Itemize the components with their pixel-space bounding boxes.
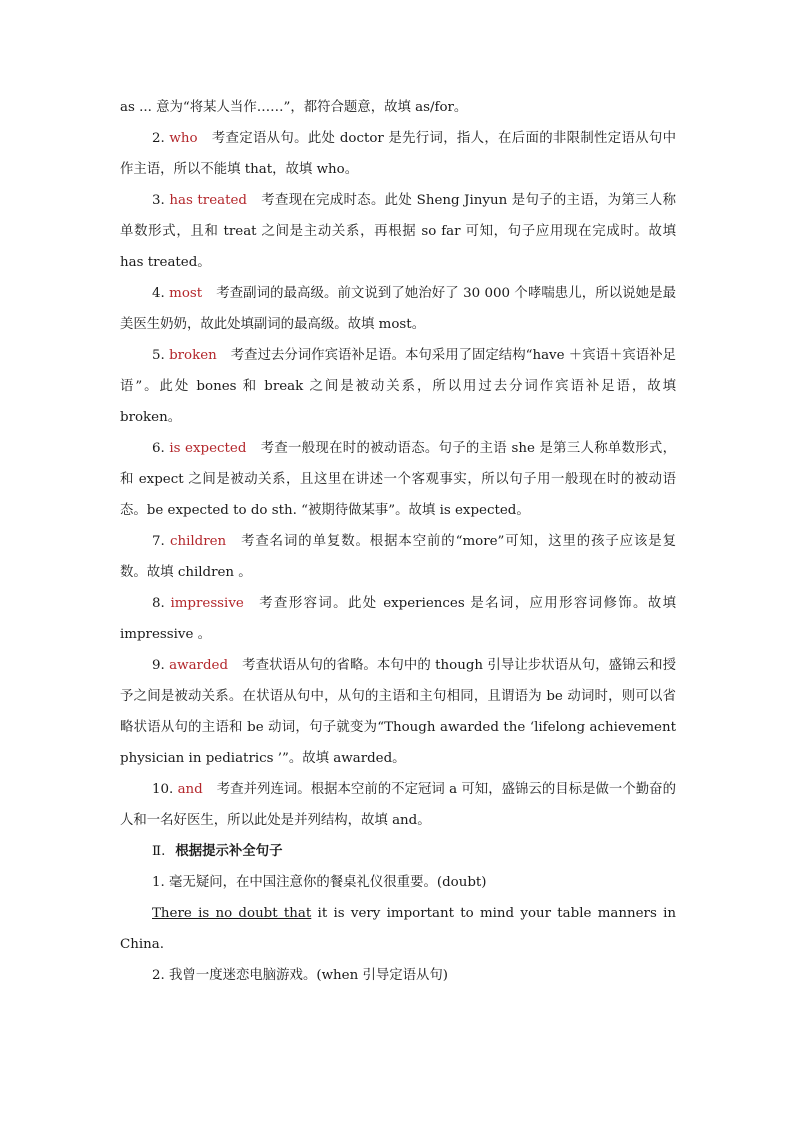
item-number: 8.: [152, 596, 165, 611]
explanation-text: 考查过去分词作宾语补足语。本句采用了固定结构“have ＋宾语＋宾语补足语”。此处 bones 和 break 之间是被动关系，所以用过去分词作宾语补足语，故填 broken。: [120, 348, 676, 425]
answer-underlined: There is no doubt that: [152, 906, 312, 921]
explanation-item: [120, 123, 676, 185]
explanation-text: 考查一般现在时的被动语态。句子的主语 she 是第三人称单数形式，和 expect 之间是被动关系，且这里在讲述一个客观事实，所以句子用一般现在时的被动语态。be expected to do sth. “被期待做某事”。故填 is expected。: [120, 441, 677, 518]
exercise-list: [120, 867, 676, 991]
explanation-text: 考查并列连词。根据本空前的不定冠词 a 可知，盛锦云的目标是做一个勤奋的人和一名好医生，所以此处是并列结构，故填 and。: [120, 782, 676, 828]
item-number: 2.: [152, 131, 165, 146]
exercise-number: 1.: [152, 875, 165, 890]
section-heading: [120, 836, 676, 867]
answer-explanations: [120, 123, 676, 836]
explanation-item: [120, 340, 676, 433]
answer-word: most: [169, 286, 203, 301]
item-number: 7.: [152, 534, 165, 549]
section-number: Ⅱ.: [152, 844, 166, 859]
answer-word: broken: [169, 348, 217, 363]
exercise-number: 2.: [152, 968, 165, 983]
exercise-prompt-text: 我曾一度迷恋电脑游戏。(when 引导定语从句): [169, 968, 449, 983]
explanation-text: 考查形容词。此处 experiences 是名词，应用形容词修饰。故填 impressive 。: [120, 596, 676, 642]
exercise-prompt: [120, 960, 676, 991]
explanation-text: 考查定语从句。此处 doctor 是先行词，指人，在后面的非限制性定语从句中作主语，所以不能填 that，故填 who。: [120, 131, 676, 177]
answer-word: is expected: [169, 441, 247, 456]
explanation-item: [120, 774, 676, 836]
item-number: 6.: [152, 441, 165, 456]
item-number: 5.: [152, 348, 165, 363]
explanation-item: [120, 278, 676, 340]
answer-word: and: [177, 782, 203, 797]
exercise-prompt: [120, 867, 676, 898]
item-number: 4.: [152, 286, 165, 301]
item-number: 9.: [152, 658, 165, 673]
explanation-item: [120, 433, 676, 526]
item-number: 3.: [152, 193, 165, 208]
answer-word: who: [169, 131, 198, 146]
explanation-item: [120, 588, 676, 650]
exercise-answer: [120, 898, 676, 960]
explanation-text: 考查副词的最高级。前文说到了她治好了 30 000 个哮喘患儿，所以说她是最美医生奶奶，故此处填副词的最高级。故填 most。: [120, 286, 676, 332]
section-title: 根据提示补全句子: [175, 843, 283, 859]
continuation-text: as ... 意为“将某人当作……”，都符合题意，故填 as/for。: [120, 100, 468, 115]
item-number: 10.: [152, 782, 174, 797]
explanation-text: 考查现在完成时态。此处 Sheng Jinyun 是句子的主语，为第三人称单数形式，且和 treat 之间是主动关系，再根据 so far 可知，句子应用现在完成时。故填 has treated。: [120, 193, 676, 270]
explanation-item: [120, 185, 676, 278]
answer-rest: it is very important to mind your table manners in China.: [120, 906, 676, 952]
answer-word: impressive: [170, 596, 244, 611]
explanation-item: [120, 526, 676, 588]
explanation-text: 考查名词的单复数。根据本空前的“more”可知，这里的孩子应该是复数。故填 children 。: [120, 534, 676, 580]
answer-word: has treated: [169, 193, 247, 208]
exercise-prompt-text: 毫无疑问，在中国注意你的餐桌礼仪很重要。(doubt): [169, 875, 487, 890]
document-page: [120, 92, 676, 991]
explanation-item: [120, 650, 676, 774]
answer-word: children: [169, 534, 227, 549]
explanation-text: 考查状语从句的省略。本句中的 though 引导让步状语从句，盛锦云和授予之间是被动关系。在状语从句中，从句的主语和主句相同，且谓语为 be 动词时，则可以省略状语从句的主语和 be 动词，句子就变为“Though awarded the ‘lifelong achievement physician in pediatrics ’”。故填 awarded。: [120, 658, 676, 766]
answer-word: awarded: [169, 658, 229, 673]
